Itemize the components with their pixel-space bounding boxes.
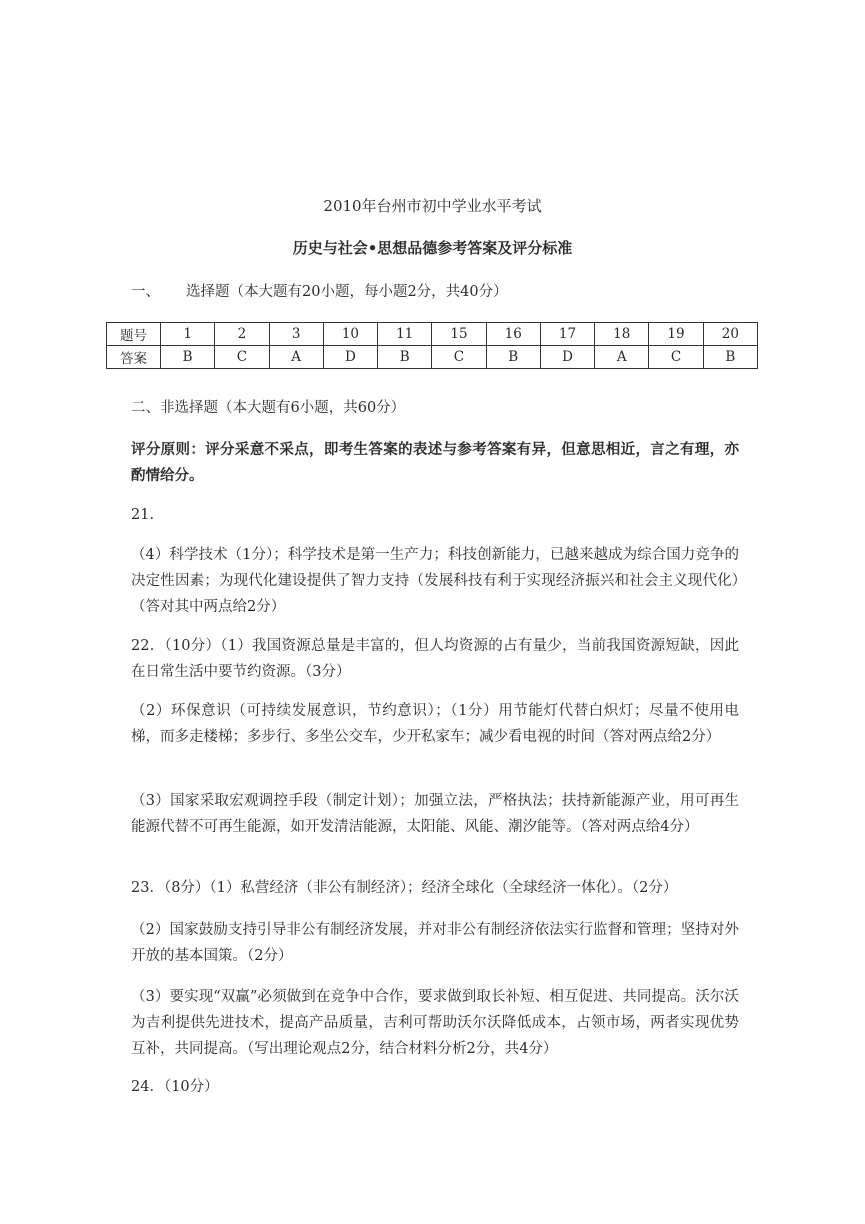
question-24-label: 24．（10分） — [131, 1079, 219, 1095]
question-23-part-2: （2）国家鼓励支持引导非公有制经济发展，并对非公有制经济依法实行监督和管理；坚持对外开放的基本国策。（2分） — [131, 922, 739, 964]
question-cell: 2 — [215, 323, 269, 346]
document-title: 2010年台州市初中学业水平考试 — [323, 197, 542, 215]
answer-cell: C — [432, 346, 486, 369]
question-22-part-1: 22．（10分）（1）我国资源总量是丰富的，但人均资源的占有量少，当前我国资源短缺，因此在日常生活中要节约资源。（3分） — [131, 638, 739, 680]
answer-cell: C — [649, 346, 703, 369]
question-22-part-2: （2）环保意识（可持续发展意识，节约意识）；（1分）用节能灯代替白炽灯；尽量不使用电梯，而多走楼梯；多步行、多坐公交车，少开私家车；减少看电视的时间（答对两点给2分） — [131, 703, 739, 745]
question-cell: 18 — [595, 323, 649, 346]
question-cell: 20 — [703, 323, 757, 346]
answer-table — [106, 322, 758, 369]
question-cell: 11 — [378, 323, 432, 346]
question-21-part-4: （4）科学技术（1分）；科学技术是第一生产力；科技创新能力，已越来越成为综合国力竞争的决定性因素；为现代化建设提供了智力支持（发展科技有利于实现经济振兴和社会主义现代化）（答对其中两点给2分） — [131, 547, 739, 615]
answer-cell: B — [161, 346, 215, 369]
section-one-text: 选择题（本大题有20小题，每小题2分，共40分） — [186, 284, 508, 300]
answer-cell: A — [595, 346, 649, 369]
question-cell: 19 — [649, 323, 703, 346]
answer-cell: C — [215, 346, 269, 369]
answer-cell: D — [540, 346, 594, 369]
answer-cell: A — [269, 346, 323, 369]
answer-cell: B — [486, 346, 540, 369]
question-cell: 17 — [540, 323, 594, 346]
answer-cell: B — [703, 346, 757, 369]
question-cell: 10 — [323, 323, 377, 346]
answer-cell: D — [323, 346, 377, 369]
question-number-row — [107, 323, 758, 346]
document-subtitle: 历史与社会•思想品德参考答案及评分标准 — [292, 239, 573, 257]
question-23-part-1: 23．（8分）（1）私营经济（非公有制经济）；经济全球化（全球经济一体化）。（2分） — [131, 880, 678, 896]
question-21-label: 21. — [131, 507, 155, 523]
section-two-heading: 二、非选择题（本大题有6小题，共60分） — [131, 400, 406, 416]
question-22-part-3: （3）国家采取宏观调控手段（制定计划）；加强立法，严格执法；扶持新能源产业，用可再生能源代替不可再生能源，如开发清洁能源，太阳能、风能、潮汐能等。（答对两点给4分） — [131, 793, 739, 835]
question-cell: 16 — [486, 323, 540, 346]
question-cell: 15 — [432, 323, 486, 346]
question-23-part-3: （3）要实现“双赢”必须做到在竞争中合作，要求做到取长补短、相互促进、共同提高。沃尔沃为吉利提供先进技术，提高产品质量，吉利可帮助沃尔沃降低成本，占领市场，两者实现优势互补，共同提高。（写出理论观点2分，结合材料分析2分，共4分） — [131, 989, 739, 1057]
section-one-number: 一、 — [131, 284, 160, 300]
section-one-heading — [131, 280, 508, 301]
answer-row — [107, 346, 758, 369]
row-label-question: 题号 — [107, 323, 161, 346]
scoring-principle: 评分原则：评分采意不采点，即考生答案的表述与参考答案有异，但意思相近，言之有理，亦酌情给分。 — [131, 441, 739, 484]
question-cell: 3 — [269, 323, 323, 346]
question-cell: 1 — [161, 323, 215, 346]
row-label-answer: 答案 — [107, 346, 161, 369]
answer-cell: B — [378, 346, 432, 369]
